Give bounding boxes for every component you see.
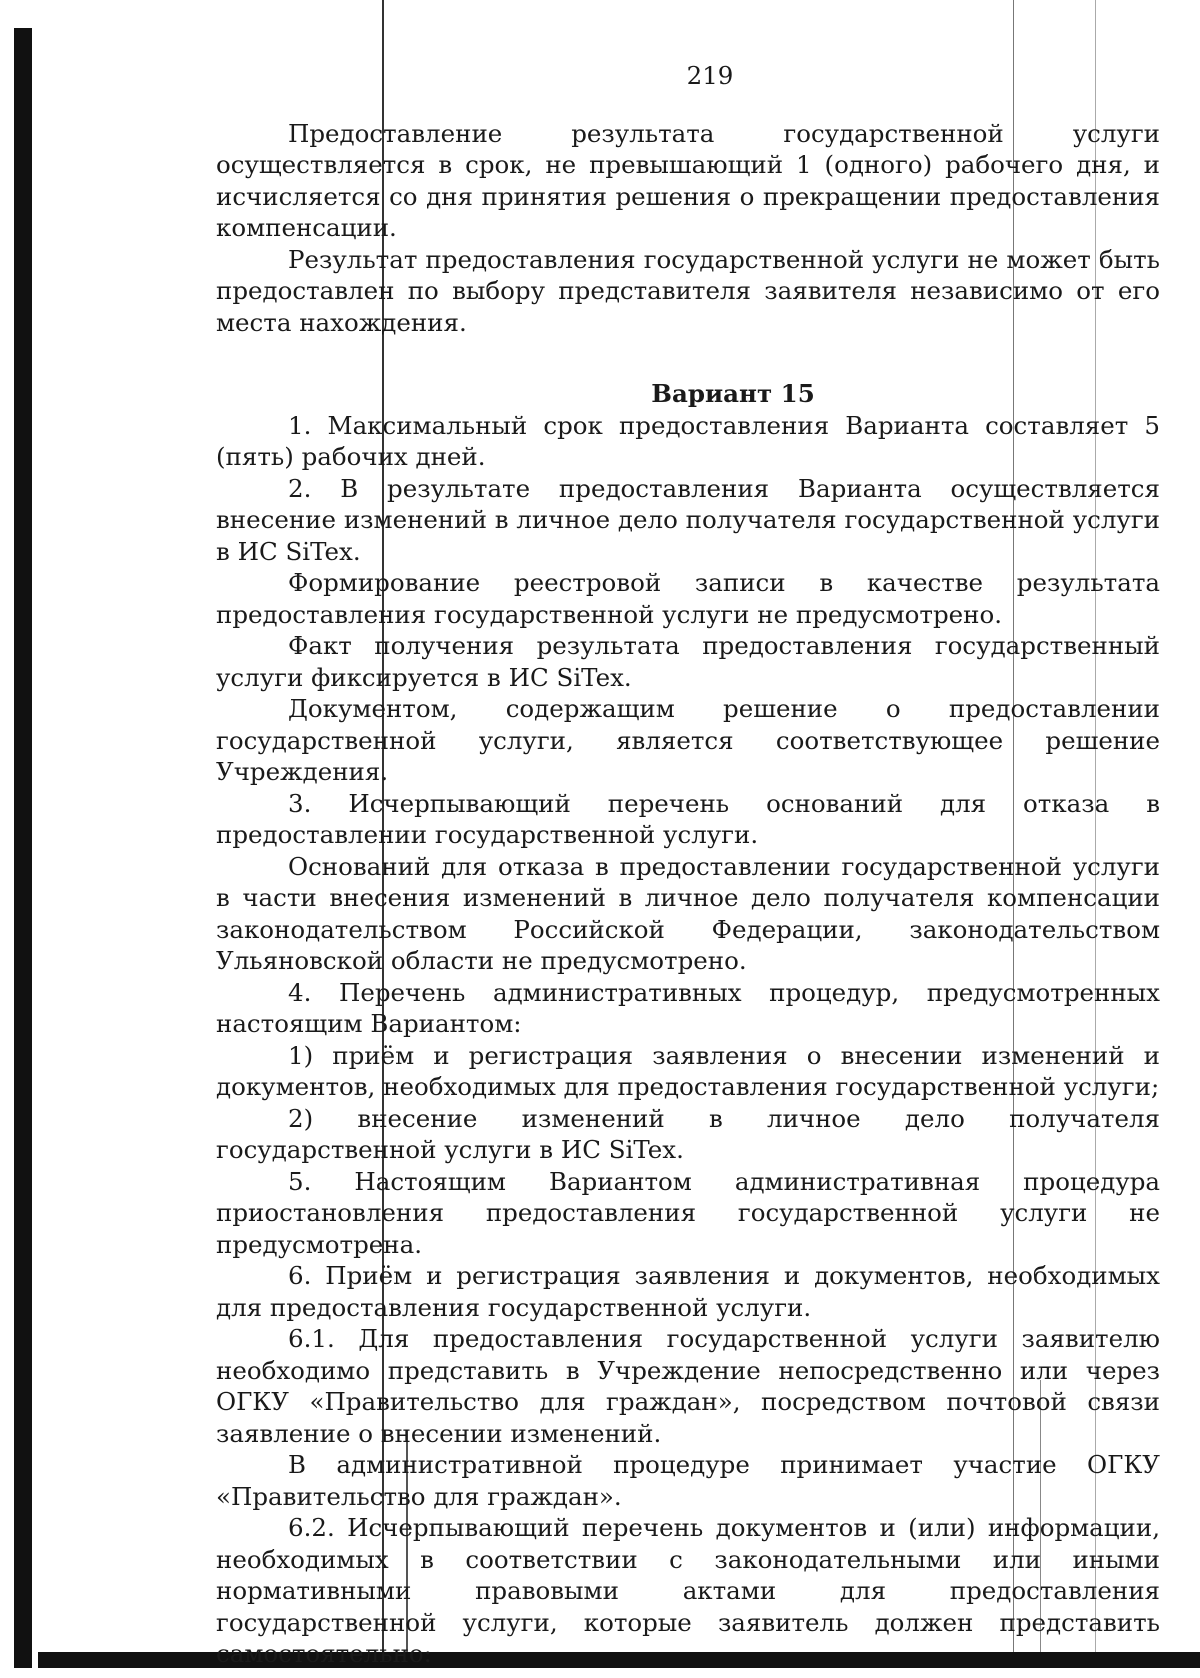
paragraph: 4. Перечень административных процедур, предусмотренных настоящим Вариантом: — [216, 977, 1160, 1038]
paragraph: Документом, содержащим решение о предоставлении государственной услуги, является соответствующее решение Учреждения. — [216, 694, 1160, 786]
scan-edge-left — [14, 28, 32, 1668]
paragraph: Факт получения результата предоставления государственный услуги фиксируется в ИС SiTex. — [216, 631, 1160, 692]
paragraph: В административной процедуре принимает участие ОГКУ «Правительство для граждан». — [216, 1450, 1160, 1511]
paragraph: 1. Максимальный срок предоставления Варианта составляет 5 (пять) рабочих дней. — [216, 410, 1160, 471]
paragraph: 3. Исчерпывающий перечень оснований для отказа в предоставлении государственной услуги. — [216, 788, 1160, 849]
document-page — [216, 60, 1160, 1670]
page-number: 219 — [686, 61, 734, 90]
paragraph: Формирование реестровой записи в качестве результата предоставления государственной услуги не предусмотрено. — [216, 568, 1160, 629]
paragraph: Оснований для отказа в предоставлении государственной услуги в части внесения изменений в личное дело получателя компенсации законодательством Российской Федерации, законодательством Ульяновской области не предусмотрено. — [216, 851, 1160, 975]
list-item: 2) внесение изменений в личное дело получателя государственной услуги в ИС SiTex. — [216, 1103, 1160, 1164]
paragraph: 5. Настоящим Вариантом административная процедура приостановления предоставления государственной услуги не предусмотрена. — [216, 1166, 1160, 1259]
paragraph: 6.2. Исчерпывающий перечень документов и (или) информации, необходимых в соответствии с законодательными или иными нормативными правовыми актами для предоставления государственной услуги, которые заявитель должен представить самостоятельно: — [216, 1513, 1160, 1668]
section-heading: Вариант 15 — [651, 379, 815, 408]
paragraph: 6.1. Для предоставления государственной услуги заявителю необходимо представить в Учреждение непосредственно или через ОГКУ «Правительство для граждан», посредством почтовой связи заявление о внесении изменений. — [216, 1324, 1160, 1448]
paragraph: Предоставление результата государственной услуги осуществляется в срок, не превышающий 1 (одного) рабочего дня, и исчисляется со дня принятия решения о прекращении предоставления компенсации. — [216, 118, 1160, 242]
paragraph: Результат предоставления государственной услуги не может быть предоставлен по выбору представителя заявителя независимо от его места нахождения. — [216, 244, 1160, 337]
list-item: 1) приём и регистрация заявления о внесении изменений и документов, необходимых для предоставления государственной услуги; — [216, 1040, 1160, 1101]
paragraph: 6. Приём и регистрация заявления и документов, необходимых для предоставления государственной услуги. — [216, 1261, 1160, 1322]
paragraph: 2. В результате предоставления Варианта осуществляется внесение изменений в личное дело получателя государственной услуги в ИС SiTex. — [216, 473, 1160, 566]
